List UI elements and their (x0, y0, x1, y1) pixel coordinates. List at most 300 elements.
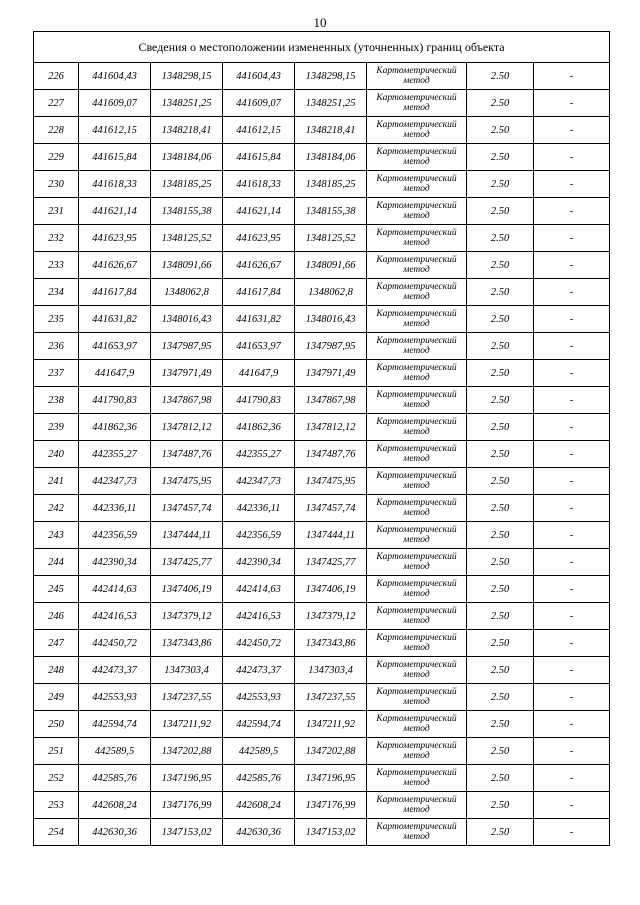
existing-x-cell: 442473,37 (79, 657, 151, 684)
method-cell (367, 63, 467, 90)
accuracy-cell: 2.50 (467, 441, 534, 468)
table-row (34, 495, 610, 522)
method-line-2: метод (403, 508, 430, 518)
accuracy-cell: 2.50 (467, 414, 534, 441)
description-cell: - (534, 657, 610, 684)
existing-x-cell: 441604,43 (79, 63, 151, 90)
new-y-cell: 1347867,98 (295, 387, 367, 414)
method-line-2: метод (403, 778, 430, 788)
existing-y-cell: 1348218,41 (151, 117, 223, 144)
point-number-cell: 236 (34, 333, 79, 360)
existing-x-cell: 441653,97 (79, 333, 151, 360)
method-line-2: метод (403, 319, 430, 329)
point-number-cell: 241 (34, 468, 79, 495)
point-number-cell: 229 (34, 144, 79, 171)
method-cell (367, 522, 467, 549)
method-line-1: Картометрический (376, 201, 457, 211)
method-line-1: Картометрический (376, 525, 457, 535)
existing-y-cell: 1347379,12 (151, 603, 223, 630)
table-row (34, 549, 610, 576)
description-cell: - (534, 90, 610, 117)
method-line-2: метод (403, 76, 430, 86)
existing-x-cell: 442589,5 (79, 738, 151, 765)
accuracy-cell: 2.50 (467, 738, 534, 765)
new-y-cell: 1347303,4 (295, 657, 367, 684)
new-x-cell: 442390,34 (223, 549, 295, 576)
method-line-2: метод (403, 589, 430, 599)
existing-y-cell: 1347475,95 (151, 468, 223, 495)
new-x-cell: 441621,14 (223, 198, 295, 225)
point-number-cell: 227 (34, 90, 79, 117)
method-line-2: метод (403, 643, 430, 653)
description-cell: - (534, 603, 610, 630)
existing-x-cell: 442630,36 (79, 819, 151, 846)
point-number-cell: 226 (34, 63, 79, 90)
description-cell: - (534, 549, 610, 576)
existing-x-cell: 442356,59 (79, 522, 151, 549)
existing-x-cell: 442450,72 (79, 630, 151, 657)
new-x-cell: 442630,36 (223, 819, 295, 846)
existing-y-cell: 1347987,95 (151, 333, 223, 360)
existing-y-cell: 1348185,25 (151, 171, 223, 198)
existing-y-cell: 1347303,4 (151, 657, 223, 684)
new-x-cell: 441617,84 (223, 279, 295, 306)
method-cell (367, 738, 467, 765)
table-row (34, 387, 610, 414)
table-title-row (34, 32, 610, 63)
existing-y-cell: 1347202,88 (151, 738, 223, 765)
table-row (34, 252, 610, 279)
method-line-2: метод (403, 103, 430, 113)
method-line-1: Картометрический (376, 282, 457, 292)
new-y-cell: 1347211,92 (295, 711, 367, 738)
point-number-cell: 251 (34, 738, 79, 765)
method-line-1: Картометрический (376, 309, 457, 319)
method-line-1: Картометрический (376, 336, 457, 346)
method-line-2: метод (403, 265, 430, 275)
method-line-1: Картометрический (376, 579, 457, 589)
new-x-cell: 442416,53 (223, 603, 295, 630)
method-line-1: Картометрический (376, 120, 457, 130)
accuracy-cell: 2.50 (467, 765, 534, 792)
method-line-1: Картометрический (376, 822, 457, 832)
method-cell (367, 576, 467, 603)
new-y-cell: 1347343,86 (295, 630, 367, 657)
method-line-2: метод (403, 724, 430, 734)
method-line-1: Картометрический (376, 741, 457, 751)
new-x-cell: 442450,72 (223, 630, 295, 657)
table-row (34, 333, 610, 360)
accuracy-cell: 2.50 (467, 603, 534, 630)
table-row (34, 711, 610, 738)
existing-y-cell: 1348125,52 (151, 225, 223, 252)
new-y-cell: 1348251,25 (295, 90, 367, 117)
new-y-cell: 1348185,25 (295, 171, 367, 198)
method-cell (367, 657, 467, 684)
method-line-2: метод (403, 346, 430, 356)
description-cell: - (534, 684, 610, 711)
description-cell: - (534, 360, 610, 387)
accuracy-cell: 2.50 (467, 387, 534, 414)
table-row (34, 198, 610, 225)
method-cell (367, 279, 467, 306)
accuracy-cell: 2.50 (467, 63, 534, 90)
existing-x-cell: 441615,84 (79, 144, 151, 171)
existing-x-cell: 441647,9 (79, 360, 151, 387)
new-x-cell: 441653,97 (223, 333, 295, 360)
method-cell (367, 252, 467, 279)
point-number-cell: 238 (34, 387, 79, 414)
table-row (34, 765, 610, 792)
point-number-cell: 237 (34, 360, 79, 387)
description-cell: - (534, 225, 610, 252)
new-x-cell: 442414,63 (223, 576, 295, 603)
method-line-2: метод (403, 481, 430, 491)
table-row (34, 225, 610, 252)
method-cell (367, 765, 467, 792)
existing-y-cell: 1348016,43 (151, 306, 223, 333)
new-y-cell: 1347202,88 (295, 738, 367, 765)
accuracy-cell: 2.50 (467, 495, 534, 522)
table-row (34, 657, 610, 684)
table-row (34, 306, 610, 333)
method-cell (367, 630, 467, 657)
method-line-1: Картометрический (376, 444, 457, 454)
point-number-cell: 245 (34, 576, 79, 603)
new-x-cell: 441604,43 (223, 63, 295, 90)
new-y-cell: 1347176,99 (295, 792, 367, 819)
method-cell (367, 171, 467, 198)
description-cell: - (534, 387, 610, 414)
method-cell (367, 684, 467, 711)
accuracy-cell: 2.50 (467, 819, 534, 846)
method-line-1: Картометрический (376, 714, 457, 724)
method-line-2: метод (403, 400, 430, 410)
new-x-cell: 442594,74 (223, 711, 295, 738)
point-number-cell: 243 (34, 522, 79, 549)
table-row (34, 144, 610, 171)
table-row (34, 117, 610, 144)
method-line-2: метод (403, 211, 430, 221)
new-y-cell: 1347487,76 (295, 441, 367, 468)
method-line-1: Картометрический (376, 228, 457, 238)
description-cell: - (534, 738, 610, 765)
new-x-cell: 442589,5 (223, 738, 295, 765)
existing-x-cell: 441626,67 (79, 252, 151, 279)
existing-x-cell: 441618,33 (79, 171, 151, 198)
table-body (34, 32, 610, 846)
table-row (34, 468, 610, 495)
description-cell: - (534, 441, 610, 468)
new-y-cell: 1348016,43 (295, 306, 367, 333)
existing-x-cell: 441617,84 (79, 279, 151, 306)
point-number-cell: 244 (34, 549, 79, 576)
existing-x-cell: 442594,74 (79, 711, 151, 738)
description-cell: - (534, 765, 610, 792)
table-row (34, 738, 610, 765)
method-line-1: Картометрический (376, 363, 457, 373)
accuracy-cell: 2.50 (467, 549, 534, 576)
table-row (34, 819, 610, 846)
accuracy-cell: 2.50 (467, 360, 534, 387)
existing-y-cell: 1347867,98 (151, 387, 223, 414)
method-line-2: метод (403, 184, 430, 194)
method-line-2: метод (403, 562, 430, 572)
method-line-2: метод (403, 292, 430, 302)
point-number-cell: 233 (34, 252, 79, 279)
existing-x-cell: 442347,73 (79, 468, 151, 495)
description-cell: - (534, 819, 610, 846)
method-line-1: Картометрический (376, 417, 457, 427)
existing-x-cell: 441612,15 (79, 117, 151, 144)
method-line-2: метод (403, 238, 430, 248)
existing-x-cell: 442336,11 (79, 495, 151, 522)
point-number-cell: 231 (34, 198, 79, 225)
method-cell (367, 792, 467, 819)
table-row (34, 684, 610, 711)
new-y-cell: 1347475,95 (295, 468, 367, 495)
new-y-cell: 1347812,12 (295, 414, 367, 441)
point-number-cell: 239 (34, 414, 79, 441)
method-cell (367, 90, 467, 117)
new-y-cell: 1347987,95 (295, 333, 367, 360)
description-cell: - (534, 468, 610, 495)
page-number: 10 (313, 15, 327, 30)
method-line-1: Картометрический (376, 498, 457, 508)
method-cell (367, 144, 467, 171)
point-number-cell: 246 (34, 603, 79, 630)
new-y-cell: 1347971,49 (295, 360, 367, 387)
method-cell (367, 468, 467, 495)
new-x-cell: 442336,11 (223, 495, 295, 522)
existing-y-cell: 1347237,55 (151, 684, 223, 711)
point-number-cell: 242 (34, 495, 79, 522)
existing-y-cell: 1347457,74 (151, 495, 223, 522)
accuracy-cell: 2.50 (467, 468, 534, 495)
new-x-cell: 442473,37 (223, 657, 295, 684)
method-line-2: метод (403, 670, 430, 680)
new-x-cell: 442347,73 (223, 468, 295, 495)
method-line-1: Картометрический (376, 66, 457, 76)
existing-x-cell: 441790,83 (79, 387, 151, 414)
new-y-cell: 1347153,02 (295, 819, 367, 846)
existing-y-cell: 1348155,38 (151, 198, 223, 225)
method-line-1: Картометрический (376, 606, 457, 616)
method-cell (367, 549, 467, 576)
existing-x-cell: 442608,24 (79, 792, 151, 819)
accuracy-cell: 2.50 (467, 225, 534, 252)
existing-x-cell: 442416,53 (79, 603, 151, 630)
table-row (34, 90, 610, 117)
existing-x-cell: 442414,63 (79, 576, 151, 603)
method-line-1: Картометрический (376, 768, 457, 778)
method-cell (367, 225, 467, 252)
method-cell (367, 495, 467, 522)
method-line-2: метод (403, 616, 430, 626)
new-x-cell: 442356,59 (223, 522, 295, 549)
method-line-1: Картометрический (376, 687, 457, 697)
table-row (34, 279, 610, 306)
new-y-cell: 1347379,12 (295, 603, 367, 630)
description-cell: - (534, 495, 610, 522)
table-title: Сведения о местоположении измененных (уточненных) границ объекта (34, 32, 610, 63)
table-row (34, 522, 610, 549)
new-y-cell: 1348184,06 (295, 144, 367, 171)
new-y-cell: 1348062,8 (295, 279, 367, 306)
new-y-cell: 1347406,19 (295, 576, 367, 603)
accuracy-cell: 2.50 (467, 711, 534, 738)
accuracy-cell: 2.50 (467, 90, 534, 117)
existing-x-cell: 441621,14 (79, 198, 151, 225)
existing-y-cell: 1347343,86 (151, 630, 223, 657)
method-line-1: Картометрический (376, 633, 457, 643)
description-cell: - (534, 279, 610, 306)
existing-y-cell: 1348298,15 (151, 63, 223, 90)
accuracy-cell: 2.50 (467, 630, 534, 657)
new-x-cell: 441647,9 (223, 360, 295, 387)
existing-y-cell: 1347425,77 (151, 549, 223, 576)
description-cell: - (534, 306, 610, 333)
description-cell: - (534, 252, 610, 279)
point-number-cell: 253 (34, 792, 79, 819)
method-cell (367, 414, 467, 441)
method-line-2: метод (403, 805, 430, 815)
new-x-cell: 441631,82 (223, 306, 295, 333)
table-row (34, 630, 610, 657)
description-cell: - (534, 576, 610, 603)
existing-y-cell: 1347176,99 (151, 792, 223, 819)
description-cell: - (534, 198, 610, 225)
existing-y-cell: 1347406,19 (151, 576, 223, 603)
point-number-cell: 235 (34, 306, 79, 333)
method-line-2: метод (403, 427, 430, 437)
new-y-cell: 1347237,55 (295, 684, 367, 711)
method-line-1: Картометрический (376, 471, 457, 481)
accuracy-cell: 2.50 (467, 198, 534, 225)
method-cell (367, 333, 467, 360)
accuracy-cell: 2.50 (467, 657, 534, 684)
new-y-cell: 1348155,38 (295, 198, 367, 225)
accuracy-cell: 2.50 (467, 171, 534, 198)
method-cell (367, 117, 467, 144)
point-number-cell: 254 (34, 819, 79, 846)
method-cell (367, 711, 467, 738)
description-cell: - (534, 171, 610, 198)
accuracy-cell: 2.50 (467, 333, 534, 360)
new-x-cell: 441612,15 (223, 117, 295, 144)
new-x-cell: 442585,76 (223, 765, 295, 792)
existing-y-cell: 1347153,02 (151, 819, 223, 846)
point-number-cell: 248 (34, 657, 79, 684)
new-x-cell: 441615,84 (223, 144, 295, 171)
method-line-2: метод (403, 130, 430, 140)
method-cell (367, 306, 467, 333)
table-row (34, 441, 610, 468)
existing-x-cell: 441631,82 (79, 306, 151, 333)
new-y-cell: 1348125,52 (295, 225, 367, 252)
method-line-2: метод (403, 697, 430, 707)
existing-y-cell: 1347487,76 (151, 441, 223, 468)
table-row (34, 171, 610, 198)
point-number-cell: 247 (34, 630, 79, 657)
method-line-1: Картометрический (376, 93, 457, 103)
accuracy-cell: 2.50 (467, 684, 534, 711)
table-row (34, 603, 610, 630)
existing-y-cell: 1347444,11 (151, 522, 223, 549)
accuracy-cell: 2.50 (467, 144, 534, 171)
description-cell: - (534, 333, 610, 360)
existing-y-cell: 1348184,06 (151, 144, 223, 171)
new-y-cell: 1348298,15 (295, 63, 367, 90)
point-number-cell: 252 (34, 765, 79, 792)
method-line-1: Картометрический (376, 255, 457, 265)
accuracy-cell: 2.50 (467, 522, 534, 549)
method-line-1: Картометрический (376, 660, 457, 670)
point-number-cell: 232 (34, 225, 79, 252)
existing-x-cell: 442390,34 (79, 549, 151, 576)
new-y-cell: 1347457,74 (295, 495, 367, 522)
existing-y-cell: 1348062,8 (151, 279, 223, 306)
table-row (34, 360, 610, 387)
point-number-cell: 249 (34, 684, 79, 711)
description-cell: - (534, 414, 610, 441)
accuracy-cell: 2.50 (467, 279, 534, 306)
new-y-cell: 1348218,41 (295, 117, 367, 144)
table-row (34, 792, 610, 819)
method-line-2: метод (403, 454, 430, 464)
method-cell (367, 441, 467, 468)
new-x-cell: 441862,36 (223, 414, 295, 441)
point-number-cell: 234 (34, 279, 79, 306)
existing-y-cell: 1347196,95 (151, 765, 223, 792)
new-x-cell: 441609,07 (223, 90, 295, 117)
existing-x-cell: 442355,27 (79, 441, 151, 468)
description-cell: - (534, 117, 610, 144)
existing-y-cell: 1347211,92 (151, 711, 223, 738)
existing-y-cell: 1347812,12 (151, 414, 223, 441)
method-line-2: метод (403, 535, 430, 545)
method-line-1: Картометрический (376, 174, 457, 184)
new-y-cell: 1347444,11 (295, 522, 367, 549)
method-line-1: Картометрический (376, 795, 457, 805)
point-number-cell: 250 (34, 711, 79, 738)
point-number-cell: 228 (34, 117, 79, 144)
method-line-1: Картометрический (376, 552, 457, 562)
coordinates-table (33, 31, 610, 846)
accuracy-cell: 2.50 (467, 252, 534, 279)
existing-y-cell: 1348251,25 (151, 90, 223, 117)
method-cell (367, 360, 467, 387)
method-line-2: метод (403, 832, 430, 842)
existing-x-cell: 441609,07 (79, 90, 151, 117)
method-cell (367, 603, 467, 630)
new-x-cell: 442355,27 (223, 441, 295, 468)
description-cell: - (534, 792, 610, 819)
method-line-2: метод (403, 751, 430, 761)
new-y-cell: 1347196,95 (295, 765, 367, 792)
existing-y-cell: 1347971,49 (151, 360, 223, 387)
point-number-cell: 240 (34, 441, 79, 468)
accuracy-cell: 2.50 (467, 117, 534, 144)
accuracy-cell: 2.50 (467, 576, 534, 603)
new-x-cell: 442553,93 (223, 684, 295, 711)
table-row (34, 63, 610, 90)
method-cell (367, 387, 467, 414)
new-x-cell: 441618,33 (223, 171, 295, 198)
new-x-cell: 441790,83 (223, 387, 295, 414)
method-line-1: Картометрический (376, 147, 457, 157)
new-y-cell: 1348091,66 (295, 252, 367, 279)
